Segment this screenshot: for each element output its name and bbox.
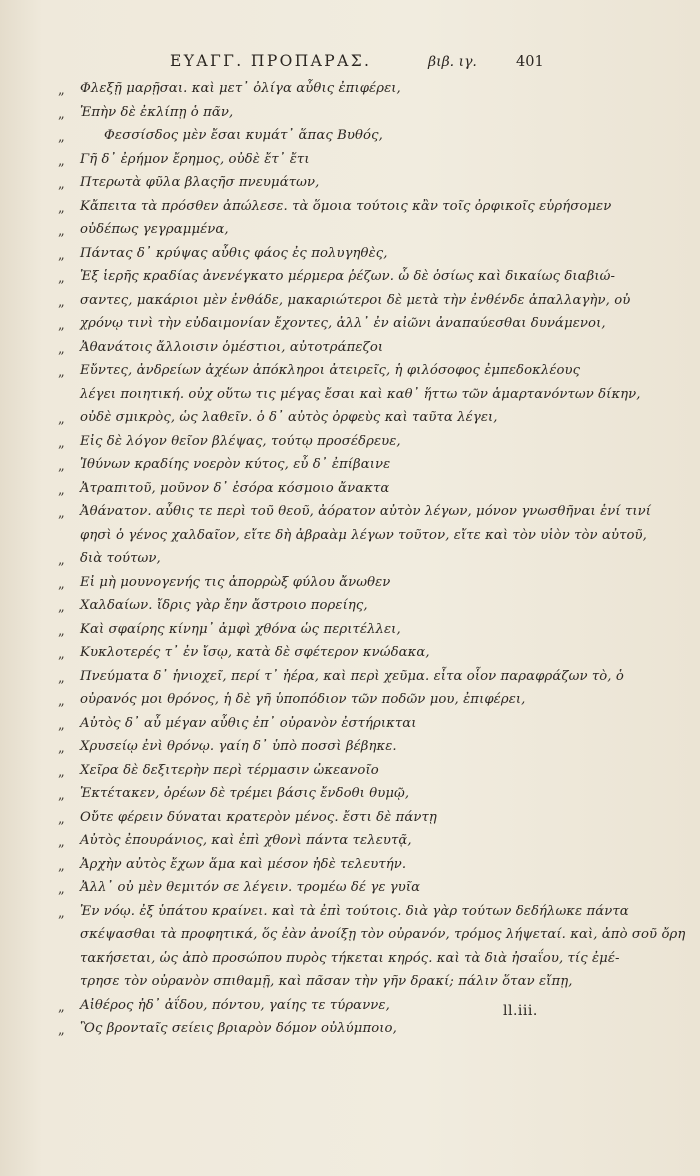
quotation-mark: „ xyxy=(58,271,65,286)
text-line xyxy=(0,785,700,809)
text-line xyxy=(0,1020,700,1044)
quotation-mark: „ xyxy=(58,647,65,662)
line-text: Ἀρχὴν αὐτὸς ἔχων ἅμα καὶ μέσον ἠδὲ τελευτήν. xyxy=(80,856,407,872)
text-line xyxy=(0,409,700,433)
text-line xyxy=(0,926,700,950)
text-line xyxy=(0,856,700,880)
text-line xyxy=(0,386,700,410)
line-text: Ὃς βρονταῖς σείεις βριαρὸν δόμον οὐλύμποιο, xyxy=(80,1021,397,1036)
line-text: Ἐπὴν δὲ ἐκλίπῃ ὁ πᾶν, xyxy=(80,104,234,120)
line-text: Χεῖρα δὲ δεξιτερὴν περὶ τέρμασιν ὠκεανοῖο xyxy=(80,762,379,778)
line-text: Χαλδαίων. ἴδρις γὰρ ἔην ἄστροιο πορείης, xyxy=(80,598,368,613)
line-text: Ἐξ ἱερῆς κραδίας ἀνενέγκατο μέρμερα ῥέζων. ὧ δὲ ὁσίως καὶ δικαίως διαβιώ- xyxy=(80,269,616,284)
line-text: Αἰθέρος ἠδ᾽ ἀΐδου, πόντου, γαίης τε τύραννε, xyxy=(80,997,390,1013)
line-text: Ἐν νόῳ. ἐξ ὑπάτου κραίνει. καὶ τὰ ἐπὶ τούτοις. διὰ γὰρ τούτων δεδήλωκε πάντα xyxy=(80,903,629,919)
text-line xyxy=(0,550,700,574)
line-text: Κυκλοτερές τ᾽ ἐν ἴσῳ, κατὰ δὲ σφέτερον κνώδακα, xyxy=(80,645,430,660)
quotation-mark: „ xyxy=(58,576,65,592)
text-line xyxy=(0,503,700,527)
text-line xyxy=(0,597,700,621)
quotation-mark: „ xyxy=(58,106,65,122)
text-line xyxy=(0,950,700,974)
text-line xyxy=(0,644,700,668)
quotation-mark: „ xyxy=(58,435,65,451)
line-text: Καὶ σφαίρης κίνημ᾽ ἀμφὶ χθόνα ὡς περιτέλλει, xyxy=(80,621,401,637)
quotation-mark: „ xyxy=(58,153,65,169)
text-line xyxy=(0,315,700,339)
quotation-mark: „ xyxy=(58,482,65,498)
line-text: Πτερωτὰ φῦλα βλαςῆσ πνευμάτων, xyxy=(80,175,320,190)
quotation-mark: „ xyxy=(58,788,65,803)
signature-mark: ll.iii. xyxy=(503,1003,538,1019)
text-line xyxy=(0,456,700,480)
text-line xyxy=(0,268,700,292)
quotation-mark: „ xyxy=(58,670,65,686)
line-text: Ἀτραπιτοῦ, μοῦνον δ᾽ ἐσόρα κόσμοιο ἄνακτα xyxy=(80,480,390,496)
quotation-mark: „ xyxy=(58,130,65,145)
line-text: Αὐτὸς δ᾽ αὖ μέγαν αὖθις ἐπ᾽ οὐρανὸν ἐστήρικται xyxy=(80,715,417,731)
page-number: 401 xyxy=(516,54,544,70)
text-line xyxy=(0,903,700,927)
book-reference: βιβ. ιγ. xyxy=(428,54,477,70)
line-text: Πάντας δ᾽ κρύψας αὖθις φάος ἐς πολυγηθὲς, xyxy=(80,245,388,261)
quotation-mark: „ xyxy=(58,1023,65,1038)
quotation-mark: „ xyxy=(58,247,65,263)
line-text: Εἰ μὴ μουνογενής τις ἀπορρὼξ φύλου ἄνωθεν xyxy=(80,574,391,590)
quotation-mark: „ xyxy=(58,318,65,333)
text-line xyxy=(0,574,700,598)
quotation-mark: „ xyxy=(58,741,65,756)
line-text: Χρυσείῳ ἐνὶ θρόνῳ. γαίη δ᾽ ὑπὸ ποσσὶ βέβηκε. xyxy=(80,739,397,754)
quotation-mark: „ xyxy=(58,341,65,357)
quotation-mark: „ xyxy=(58,200,65,216)
text-line xyxy=(0,527,700,551)
quotation-mark: „ xyxy=(58,811,65,827)
text-line xyxy=(0,80,700,104)
line-text: διὰ τούτων, xyxy=(80,551,161,566)
text-line xyxy=(0,997,700,1021)
text-line xyxy=(0,433,700,457)
line-text: Φλεξῇ μαρῇσαι. καὶ μετ᾽ ὀλίγα αὖθις ἐπιφέρει, xyxy=(80,81,401,96)
quotation-mark: „ xyxy=(58,600,65,615)
line-text: Πνεύματα δ᾽ ἡνιοχεῖ, περί τ᾽ ἠέρα, καὶ περὶ χεῦμα. εἶτα οἷον παραφράζων τὸ, ὁ xyxy=(80,668,624,684)
line-text: Εἰς δὲ λόγον θεῖον βλέψας, τούτῳ προσέδρευε, xyxy=(80,433,401,449)
line-text: Ἀλλ᾽ οὐ μὲν θεμιτόν σε λέγειν. τρομέω δέ γε γυῖα xyxy=(80,880,421,895)
text-line xyxy=(0,691,700,715)
text-line xyxy=(0,762,700,786)
quotation-mark: „ xyxy=(58,177,65,192)
quotation-mark: „ xyxy=(58,365,65,380)
line-text: Γῆ δ᾽ ἐρήμον ἔρημος, οὐδὲ ἔτ᾽ ἔτι xyxy=(80,151,310,167)
text-line xyxy=(0,127,700,151)
running-title: ΕΥΑΓΓ. ΠΡΟΠΑΡΑΣ. xyxy=(170,52,372,70)
line-text: λέγει ποιητική. οὐχ οὕτω τις μέγας ἔσαι καὶ καθ᾽ ἥττω τῶν ἁμαρτανόντων δίκην, xyxy=(80,386,641,402)
quotation-mark: „ xyxy=(58,905,65,921)
text-line xyxy=(0,809,700,833)
text-line xyxy=(0,879,700,903)
line-text: Ἐκτέτακεν, ὀρέων δὲ τρέμει βάσις ἔνδοθι θυμῷ, xyxy=(80,786,410,801)
line-text: Οὔτε φέρειν δύναται κρατερὸν μένος. ἔστι δὲ πάντῃ xyxy=(80,809,437,825)
text-line xyxy=(0,174,700,198)
quotation-mark: „ xyxy=(58,835,65,850)
line-text: Ἀθάνατον. αὖθις τε περὶ τοῦ θεοῦ, ἀόρατον αὐτὸν λέγων, μόνον γνωσθῆναι ἑνί τινί xyxy=(80,504,652,519)
quotation-mark: „ xyxy=(58,294,65,310)
line-text: Φεσσίσδος μὲν ἔσαι κυμάτ᾽ ἅπας Βυθός, xyxy=(104,128,383,143)
line-text: οὐδέπως γεγραμμένα, xyxy=(80,222,229,237)
quotation-mark: „ xyxy=(58,83,65,98)
line-text: οὐδὲ σμικρὸς, ὡς λαθεῖν. ὁ δ᾽ αὐτὸς ὀρφεὺς καὶ ταῦτα λέγει, xyxy=(80,410,498,425)
text-line xyxy=(0,668,700,692)
line-text: Ἰθύνων κραδίης νοερὸν κύτος, εὖ δ᾽ ἐπίβαινε xyxy=(80,457,391,472)
quotation-mark: „ xyxy=(58,717,65,733)
line-text: σαντες, μακάριοι μὲν ἐνθάδε, μακαριώτεροι δὲ μετὰ τὴν ἐνθένδε ἀπαλλαγὴν, οὐ xyxy=(80,292,631,308)
text-line xyxy=(0,738,700,762)
text-line xyxy=(0,104,700,128)
line-text: Αὐτὸς ἐπουράνιος, καὶ ἐπὶ χθονὶ πάντα τελευτᾷ, xyxy=(80,833,412,848)
line-text: οὐρανός μοι θρόνος, ἡ δὲ γῆ ὑποπόδιον τῶν ποδῶν μου, ἐπιφέρει, xyxy=(80,692,526,707)
line-text: σκέψασθαι τὰ προφητικά, ὅς ἐὰν ἀνοίξῃ τὸν οὐρανόν, τρόμος λήψεταί. καὶ, ἀπὸ σοῦ ὄρη xyxy=(80,927,686,942)
quotation-mark: „ xyxy=(58,224,65,239)
text-block xyxy=(0,80,700,1044)
quotation-mark: „ xyxy=(58,623,65,639)
quotation-mark: „ xyxy=(58,882,65,897)
text-line xyxy=(0,198,700,222)
text-line xyxy=(0,832,700,856)
line-text: τακήσεται, ὡς ἀπὸ προσώπου πυρὸς τήκεται κηρός. καὶ τὰ διὰ ἠσαΐου, τίς ἐμέ- xyxy=(80,950,620,966)
text-line xyxy=(0,339,700,363)
text-line xyxy=(0,621,700,645)
quotation-mark: „ xyxy=(58,412,65,427)
line-text: χρόνῳ τινὶ τὴν εὐδαιμονίαν ἔχοντες, ἀλλ᾽ ἐν αἰῶνι ἀναπαύεσθαι δυνάμενοι, xyxy=(80,316,606,331)
line-text: Κἄπειτα τὰ πρόσθεν ἀπώλεσε. τὰ ὅμοια τούτοις κἂν τοῖς ὀρφικοῖς εὑρήσομεν xyxy=(80,198,612,214)
line-text: Εὔντες, ἀνδρείων ἀχέων ἀπόκληροι ἀτειρεῖς, ἡ φιλόσοφος ἐμπεδοκλέους xyxy=(80,363,581,378)
line-text: Ἀθανάτοις ἄλλοισιν ὁμέστιοι, αὐτοτράπεζοι xyxy=(80,339,384,355)
text-line xyxy=(0,715,700,739)
quotation-mark: „ xyxy=(58,553,65,568)
quotation-mark: „ xyxy=(58,506,65,521)
text-line xyxy=(0,362,700,386)
quotation-mark: „ xyxy=(58,999,65,1015)
text-line xyxy=(0,292,700,316)
quotation-mark: „ xyxy=(58,764,65,780)
text-line xyxy=(0,480,700,504)
line-text: φησὶ ὁ γένος χαλδαῖον, εἴτε δὴ ἀβραὰμ λέγων τοῦτον, εἴτε καὶ τὸν υἱὸν τὸν αὐτοῦ, xyxy=(80,527,647,543)
text-line xyxy=(0,151,700,175)
text-line xyxy=(0,973,700,997)
quotation-mark: „ xyxy=(58,459,65,474)
quotation-mark: „ xyxy=(58,694,65,709)
line-text: τρησε τὸν οὐρανὸν σπιθαμῇ, καὶ πᾶσαν τὴν γῆν δρακί; πάλιν ὅταν εἴπῃ, xyxy=(80,974,573,989)
text-line xyxy=(0,245,700,269)
quotation-mark: „ xyxy=(58,858,65,874)
text-line xyxy=(0,221,700,245)
page-header xyxy=(170,52,580,78)
